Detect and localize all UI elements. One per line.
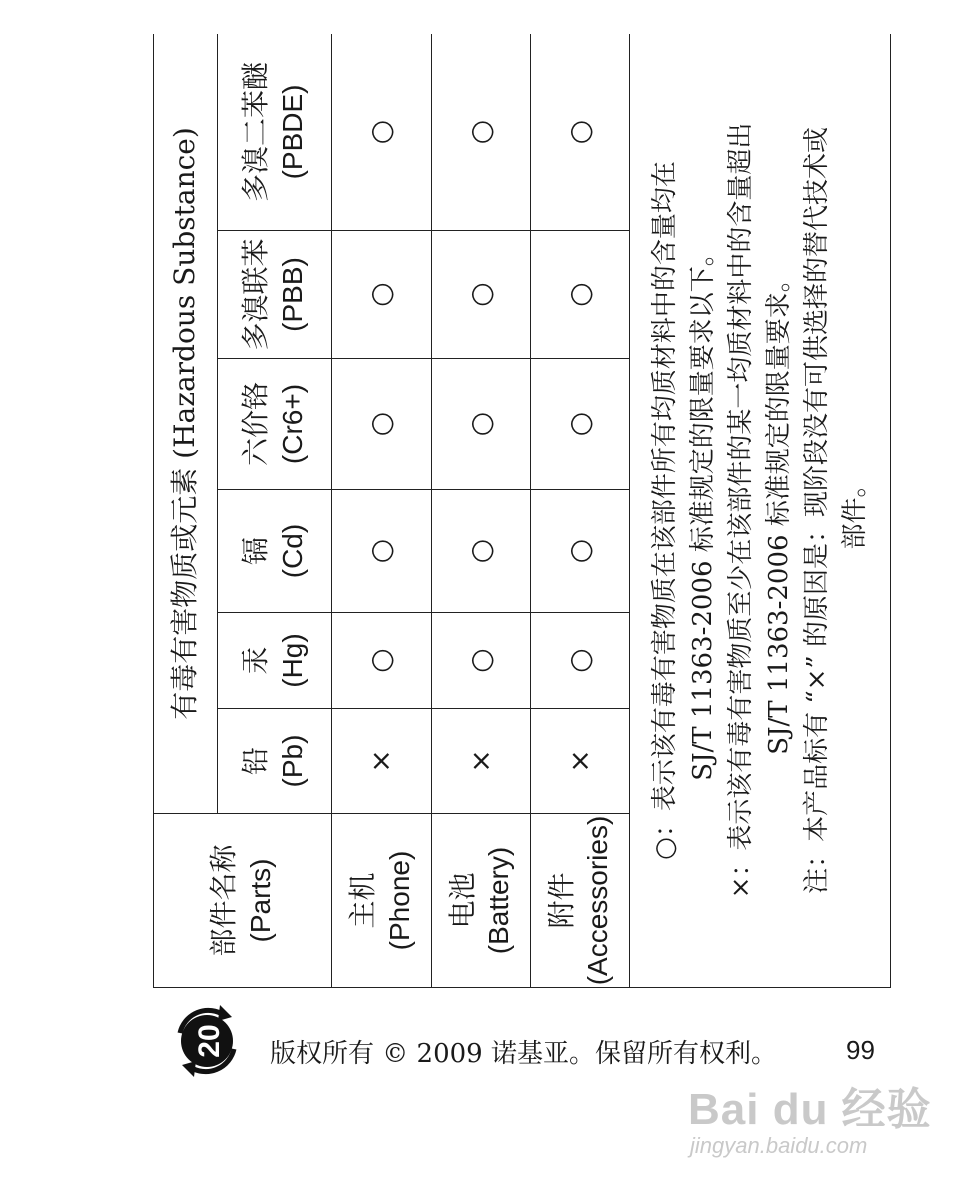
col-header-cd (218, 490, 332, 613)
col-header-cr6 (218, 359, 332, 490)
header-row-1 (154, 34, 218, 988)
table-rotation-frame (153, 34, 891, 988)
cell-accessories-cr6: ○ (531, 359, 630, 490)
parts-header (154, 814, 332, 988)
note-line: ○：表示该有毒有害物质在该部件所有均质材料中的含量均在 (650, 161, 680, 860)
col-zh: 六价铬 (239, 382, 273, 467)
hazard-header-text: 有毒有害物质或元素 (Hazardous Substance) (168, 127, 202, 720)
cell-phone-pb: × (332, 709, 432, 814)
notes-row (630, 34, 891, 988)
cell-accessories-pbb: ○ (531, 231, 630, 359)
note-cross (722, 34, 798, 987)
cell-phone-pbb: ○ (332, 231, 432, 359)
row-en: (Battery) (483, 846, 514, 955)
col-en: (Cr6+) (276, 383, 308, 465)
col-en: (Cd) (276, 523, 308, 579)
row-zh: 主机 (346, 872, 380, 929)
col-header-pb (218, 709, 332, 814)
environment-protection-period-logo-icon (166, 993, 248, 1089)
note-line: ×：表示该有毒有害物质至少在该部件的某一均质材料中的含量超出 (726, 122, 756, 899)
note-line: 部件。 (840, 471, 870, 550)
row-zh: 电池 (445, 872, 479, 929)
col-zh: 多溴联苯 (239, 238, 273, 351)
hazard-header (154, 34, 218, 814)
table-row-battery (432, 34, 531, 988)
cell-phone-cd: ○ (332, 490, 432, 613)
cell-phone-pbde: ○ (332, 34, 432, 231)
cell-accessories-pbde: ○ (531, 34, 630, 231)
hazardous-substance-table (153, 34, 891, 988)
row-zh: 附件 (544, 872, 578, 929)
row-en: (Phone) (383, 850, 415, 951)
cell-battery-cd: ○ (432, 490, 531, 613)
col-header-pbde (218, 34, 332, 231)
note-remark (798, 34, 874, 987)
col-en: (PBDE) (276, 84, 308, 180)
col-zh: 铅 (239, 747, 273, 776)
cell-battery-pbb: ○ (432, 231, 531, 359)
logo-number: 20 (193, 1024, 226, 1058)
table-row-phone (332, 34, 432, 988)
col-header-pbb (218, 231, 332, 359)
cell-phone-cr6: ○ (332, 359, 432, 490)
table-row-accessories (531, 34, 630, 988)
cell-battery-hg: ○ (432, 613, 531, 709)
cell-battery-cr6: ○ (432, 359, 531, 490)
col-en: (Pb) (276, 734, 308, 788)
parts-header-zh: 部件名称 (207, 844, 241, 957)
col-en: (Hg) (276, 633, 308, 688)
watermark-brand: Bai du 经验 (688, 1085, 932, 1134)
note-line: SJ/T 11363-2006 标准规定的限量要求以下。 (688, 240, 718, 781)
cell-accessories-cd: ○ (531, 490, 630, 613)
col-zh: 汞 (239, 646, 273, 675)
cell-accessories-hg: ○ (531, 613, 630, 709)
watermark-url: jingyan.baidu.com (690, 1133, 868, 1158)
col-zh: 镉 (239, 537, 273, 566)
rotated-table-container (153, 34, 891, 988)
baidu-watermark (688, 1073, 932, 1183)
note-circle (646, 34, 722, 987)
col-header-hg (218, 613, 332, 709)
page-number: 99 (846, 1035, 875, 1065)
cell-battery-pbde: ○ (432, 34, 531, 231)
parts-header-en: (Parts) (244, 858, 276, 943)
cell-phone-hg: ○ (332, 613, 432, 709)
row-label-accessories (531, 814, 630, 988)
copyright-text: 版权所有 © 2009 诺基亚。保留所有权利。 (270, 1039, 777, 1069)
row-en: (Accessories) (582, 815, 613, 986)
col-zh: 多溴二苯醚 (239, 61, 273, 202)
notes-cell (630, 34, 891, 988)
row-label-phone (332, 814, 432, 988)
col-en: (PBB) (276, 257, 308, 332)
note-line: SJ/T 11363-2006 标准规定的限量要求。 (764, 266, 794, 755)
note-line: 注：本产品标有 “×” 的原因是：现阶段没有可供选择的替代技术或 (802, 127, 832, 894)
cell-accessories-pb: × (531, 709, 630, 814)
row-label-battery (432, 814, 531, 988)
cell-battery-pb: × (432, 709, 531, 814)
